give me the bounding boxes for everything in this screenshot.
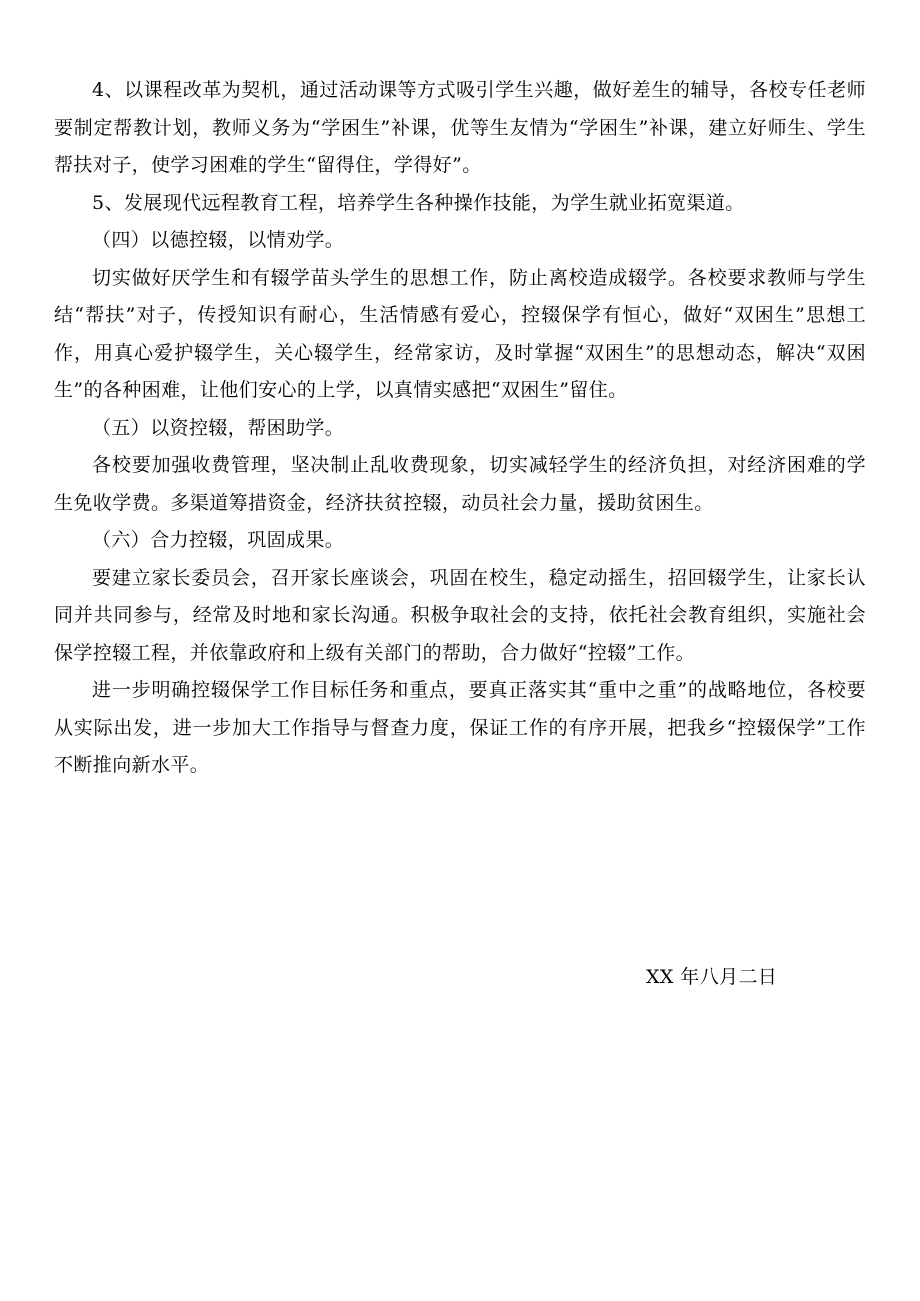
section-heading-4: （四）以德控辍，以情劝学。 [92,229,345,251]
section-heading-5: （五）以资控辍，帮困助学。 [92,416,345,439]
paragraph-conclusion: 进一步明确控辍保学工作目标任务和重点，要真正落实其“重中之重”的战略地位，各校要从实际出发，进一步加大工作指导与督查力度，保证工作的有序开展，把我乡“控辍保学”工作不断推向新水平。 [54,679,866,776]
document-date: XX 年八月二日 [646,966,778,988]
paragraph-item-5: 5、发展现代远程教育工程，培养学生各种操作技能，为学生就业拓宽渠道。 [92,191,745,214]
paragraph-funding-control: 各校要加强收费管理，坚决制止乱收费现象，切实减轻学生的经济负担，对经济困难的学生免收学费。多渠道筹措资金，经济扶贫控辍，动员社会力量，援助贫困生。 [54,454,866,514]
paragraph-joint-control: 要建立家长委员会，召开家长座谈会，巩固在校生，稳定动摇生，招回辍学生，让家长认同并共同参与，经常及时地和家长沟通。积极争取社会的支持，依托社会教育组织，实施社会保学控辍工程，并依靠政府和上级有关部门的帮助，合力做好“控辍”工作。 [54,566,866,664]
paragraph-item-4: 4、以课程改革为契机，通过活动课等方式吸引学生兴趣，做好差生的辅导，各校专任老师要制定帮教计划，教师义务为“学困生”补课，优等生友情为“学困生”补课，建立好师生、学生帮扶对子，使学习困难的学生“留得住，学得好”。 [54,79,866,176]
document-body [54,72,866,785]
section-heading-6: （六）合力控辍，巩固成果。 [92,529,345,551]
paragraph-moral-control: 切实做好厌学生和有辍学苗头学生的思想工作，防止离校造成辍学。各校要求教师与学生结“帮扶”对子，传授知识有耐心，生活情感有爱心，控辍保学有恒心，做好“双困生”思想工作，用真心爱护辍学生，关心辍学生，经常家访，及时掌握“双困生”的思想动态，解决“双困生”的各种困难，让他们安心的上学，以真情实感把“双困生”留住。 [54,266,866,401]
